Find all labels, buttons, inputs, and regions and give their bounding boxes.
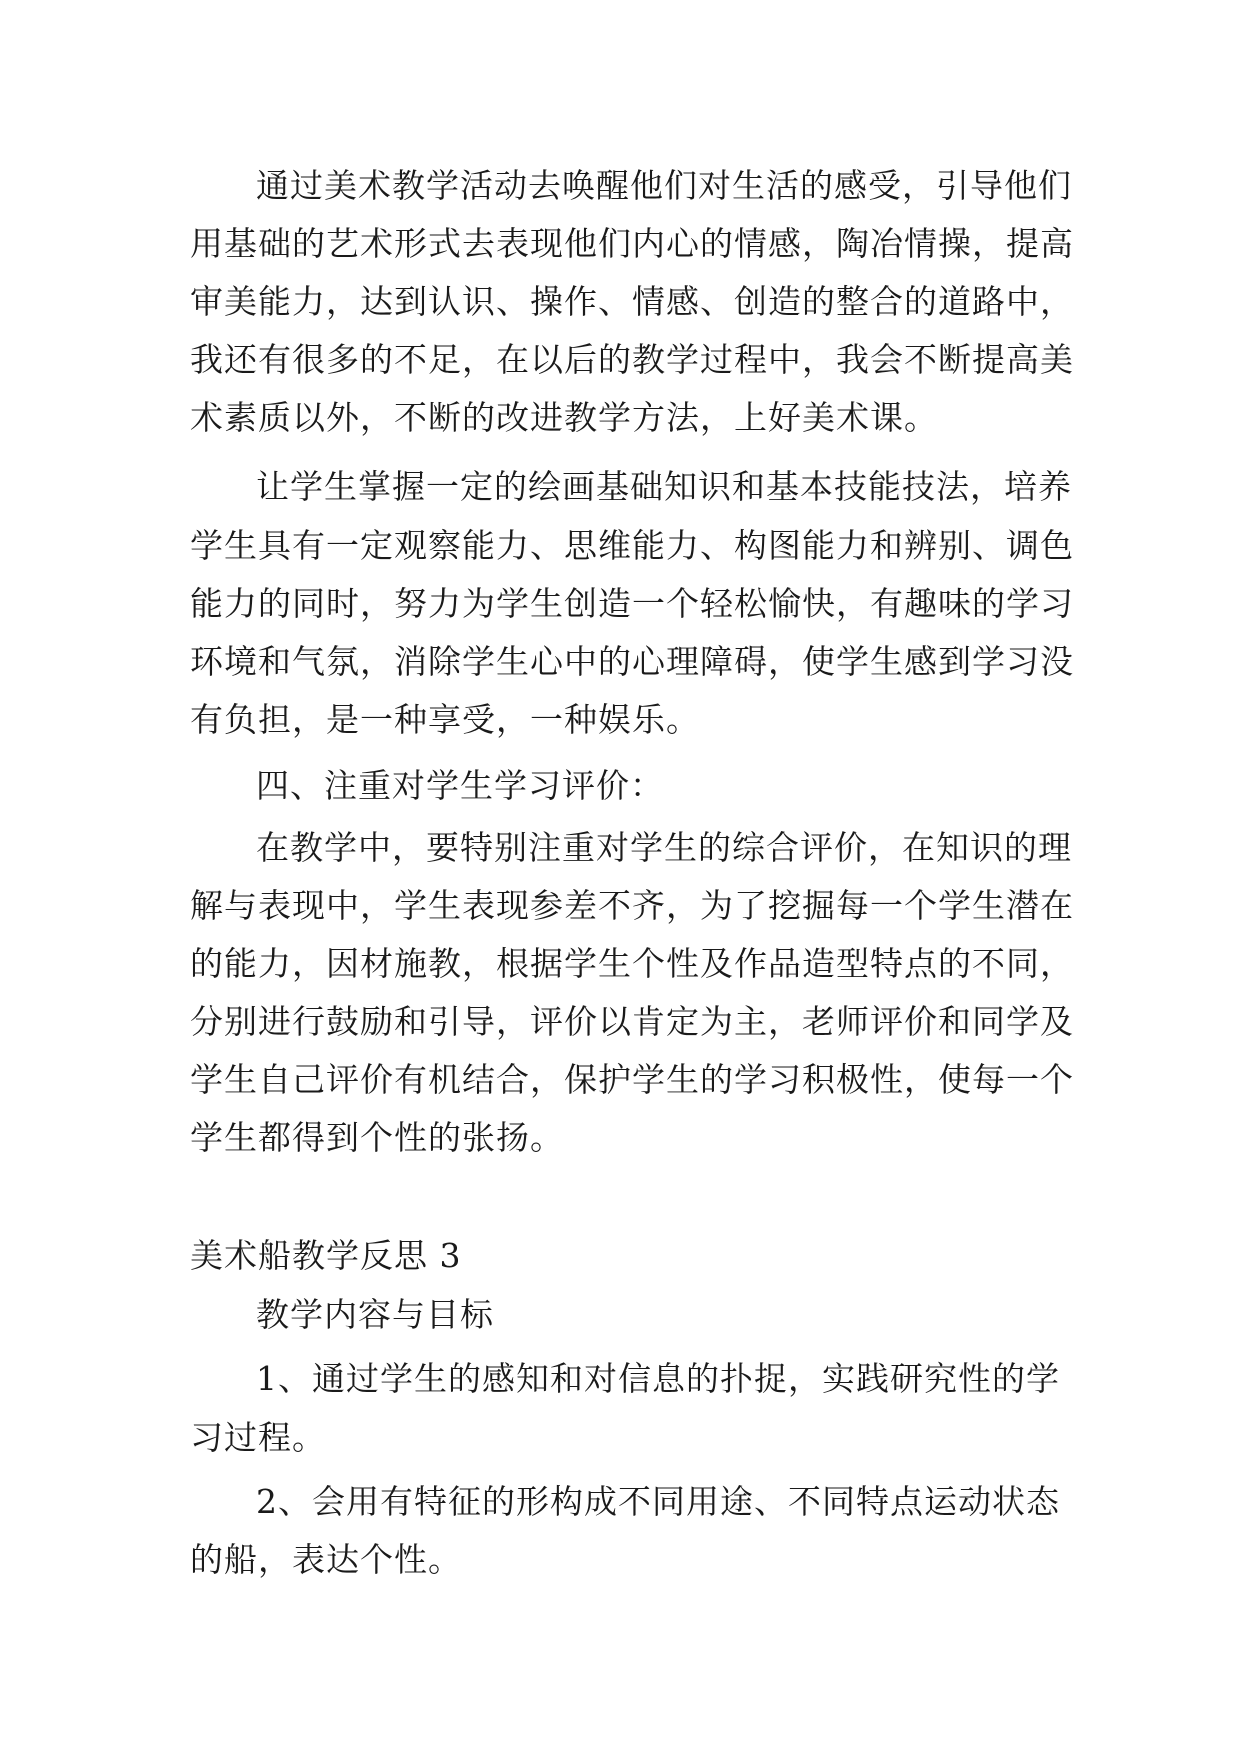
paragraph-line: 环境和气氛，消除学生心中的心理障碍，使学生感到学习没 [190,642,1074,681]
section-heading: 美术船教学反思 3 [190,1236,462,1275]
paragraph-line: 的能力，因材施教，根据学生个性及作品造型特点的不同， [190,944,1074,983]
paragraph-line: 在教学中，要特别注重对学生的综合评价，在知识的理 [256,828,1072,867]
subsection-title: 四、注重对学生学习评价： [256,766,664,805]
content-goals-title: 教学内容与目标 [256,1295,494,1334]
paragraph-line: 有负担，是一种享受，一种娱乐。 [190,700,700,739]
paragraph-line: 学生具有一定观察能力、思维能力、构图能力和辨别、调色 [190,526,1074,565]
paragraph-line: 解与表现中，学生表现参差不齐，为了挖掘每一个学生潜在 [190,886,1074,925]
paragraph-line: 让学生掌握一定的绘画基础知识和基本技能技法，培养 [256,467,1072,506]
paragraph-line: 用基础的艺术形式去表现他们内心的情感，陶冶情操，提高 [190,224,1074,263]
paragraph-line: 审美能力，达到认识、操作、情感、创造的整合的道路中， [190,282,1074,321]
paragraph-line: 学生都得到个性的张扬。 [190,1118,564,1157]
goal-item-line: 2、会用有特征的形构成不同用途、不同特点运动状态 [256,1482,1060,1521]
goal-item-line: 的船，表达个性。 [190,1540,462,1579]
goal-item-line: 1、通过学生的感知和对信息的扑捉，实践研究性的学 [256,1359,1060,1398]
paragraph-line: 通过美术教学活动去唤醒他们对生活的感受，引导他们 [256,166,1072,205]
paragraph-line: 术素质以外，不断的改进教学方法，上好美术课。 [190,398,938,437]
paragraph-line: 能力的同时，努力为学生创造一个轻松愉快，有趣味的学习 [190,584,1074,623]
goal-item-line: 习过程。 [190,1418,326,1457]
paragraph-line: 分别进行鼓励和引导，评价以肯定为主，老师评价和同学及 [190,1002,1074,1041]
paragraph-line: 学生自己评价有机结合，保护学生的学习积极性，使每一个 [190,1060,1074,1099]
paragraph-line: 我还有很多的不足，在以后的教学过程中，我会不断提高美 [190,340,1074,379]
